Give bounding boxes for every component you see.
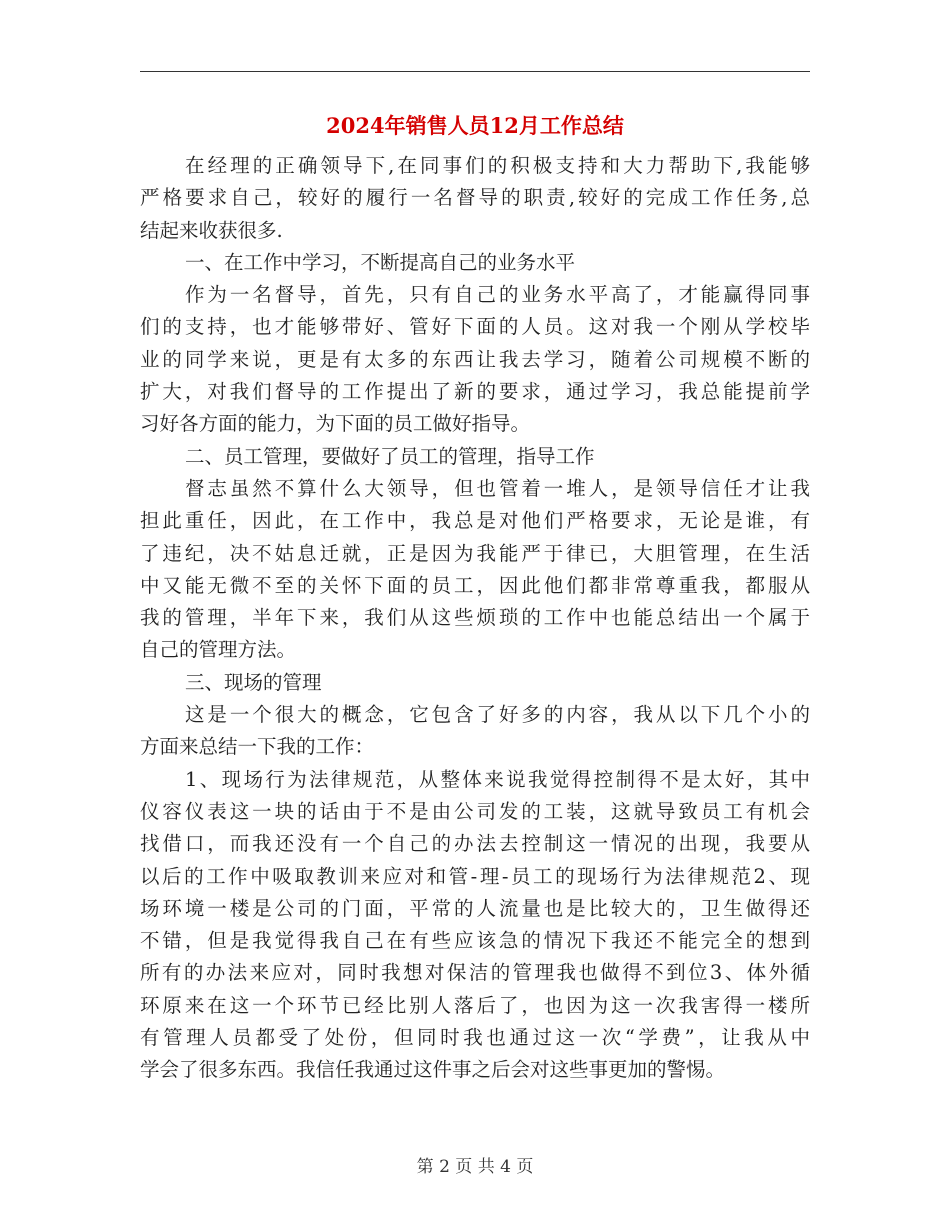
document-body — [140, 150, 810, 1087]
text-line: 1、现场行为法律规范，从整体来说我觉得控制得不是太好，其中 — [185, 767, 810, 791]
text-line: 习好各方面的能力，为下面的员工做好指导。 — [140, 412, 531, 436]
text-line: 们的支持，也才能够带好、管好下面的人员。这对我一个刚从学校毕 — [140, 315, 810, 339]
text-line: 场环境一楼是公司的门面，平常的人流量也是比较大的，卫生做得还 — [140, 896, 810, 920]
text-line: 这是一个很大的概念，它包含了好多的内容，我从以下几个小的 — [185, 703, 810, 727]
text-line: 中又能无微不至的关怀下面的员工，因此他们都非常尊重我，都服从 — [140, 573, 810, 597]
text-line: 仪容仪表这一块的话由于不是由公司发的工装，这就导致员工有机会 — [140, 799, 810, 823]
text-line: 业的同学来说，更是有太多的东西让我去学习，随着公司规模不断的 — [140, 347, 810, 371]
text-line: 不错，但是我觉得我自己在有些应该急的情况下我还不能完全的想到 — [140, 929, 810, 953]
text-line: 作为一名督导，首先，只有自己的业务水平高了，才能赢得同事 — [185, 283, 810, 307]
header-rule — [140, 71, 810, 72]
text-line: 督志虽然不算什么大领导，但也管着一堆人，是领导信任才让我 — [185, 476, 810, 500]
text-line: 我的管理，半年下来，我们从这些烦琐的工作中也能总结出一个属于 — [140, 606, 810, 630]
text-line: 有管理人员都受了处份，但同时我也通过这一次“学费”，让我从中 — [140, 1026, 810, 1050]
text-line: 担此重任，因此，在工作中，我总是对他们严格要求，无论是谁，有 — [140, 509, 810, 533]
document-title: 2024年销售人员12月工作总结 — [326, 113, 624, 138]
text-line: 以后的工作中吸取教训来应对和管-理-员工的现场行为法律规范2、现 — [140, 864, 810, 888]
text-line: 找借口，而我还没有一个自己的办法去控制这一情况的出现，我要从 — [140, 832, 810, 856]
text-line: 了违纪，决不姑息迁就，正是因为我能严于律已，大胆管理，在生活 — [140, 541, 810, 565]
text-line: 环原来在这一个环节已经比别人落后了，也因为这一次我害得一楼所 — [140, 993, 810, 1017]
text-line: 自己的管理方法。 — [140, 638, 297, 662]
text-line: 结起来收获很多. — [140, 218, 283, 242]
text-line: 二、员工管理，要做好了员工的管理，指导工作 — [185, 444, 595, 468]
page-footer: 第 2 页 共 4 页 — [416, 1157, 534, 1177]
text-line: 严格要求自己，较好的履行一名督导的职责,较好的完成工作任务,总 — [140, 186, 810, 210]
text-line: 在经理的正确领导下,在同事们的积极支持和大力帮助下,我能够 — [185, 154, 810, 177]
text-line: 一、在工作中学习，不断提高自己的业务水平 — [185, 250, 576, 274]
text-line: 方面来总结一下我的工作： — [140, 735, 375, 759]
text-line: 所有的办法来应对，同时我想对保洁的管理我也做得不到位3、体外循 — [140, 961, 810, 985]
text-line: 扩大，对我们督导的工作提出了新的要求，通过学习，我总能提前学 — [140, 380, 810, 404]
text-line: 学会了很多东西。我信任我通过这件事之后会对这些事更加的警惕。 — [140, 1058, 726, 1082]
text-line: 三、现场的管理 — [185, 670, 322, 694]
